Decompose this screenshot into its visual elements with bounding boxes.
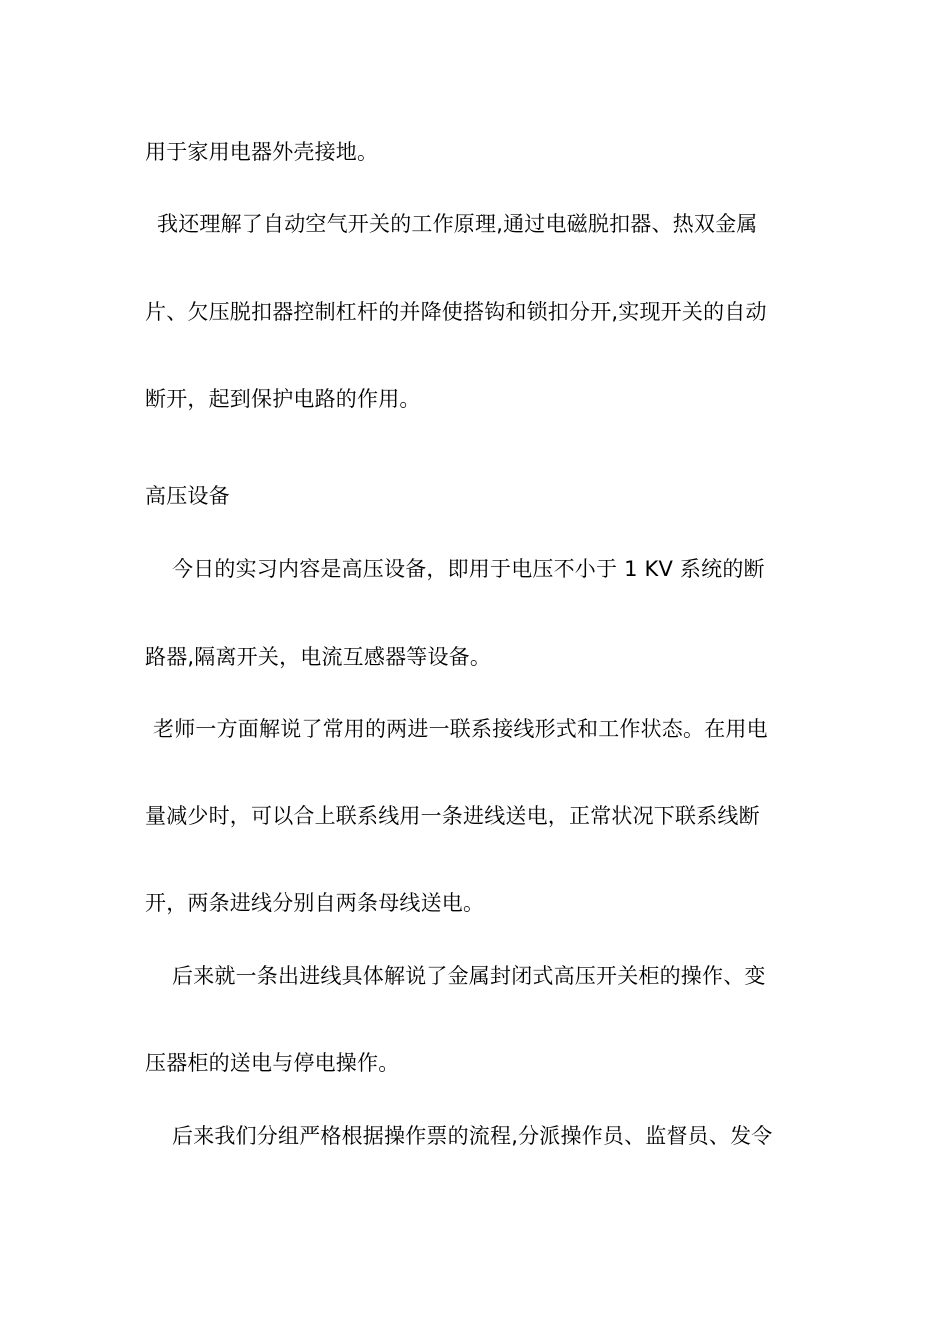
paragraph-line-1: 用于家用电器外壳接地。 [145, 140, 379, 164]
paragraph-line-2: 我还理解了自动空气开关的工作原理,通过电磁脱扣器、热双金属 [157, 212, 758, 236]
paragraph-line-4: 断开，起到保护电路的作用。 [145, 387, 421, 411]
paragraph-line-6: 今日的实习内容是高压设备，即用于电压不小于 1 KV 系统的断 [172, 557, 765, 581]
paragraph-line-9: 量减少时，可以合上联系线用一条进线送电，正常状况下联系线断 [145, 804, 760, 828]
section-heading: 高压设备 [145, 484, 230, 508]
paragraph-line-8: 老师一方面解说了常用的两进一联系接线形式和工作状态。在用电 [153, 717, 768, 741]
paragraph-line-7: 路器,隔离开关，电流互感器等设备。 [145, 645, 492, 669]
paragraph-line-13: 后来我们分组严格根据操作票的流程,分派操作员、监督员、发令 [172, 1124, 773, 1148]
paragraph-line-12: 压器柜的送电与停电操作。 [145, 1051, 400, 1075]
paragraph-line-10: 开，两条进线分别自两条母线送电。 [145, 891, 485, 915]
paragraph-line-11: 后来就一条出进线具体解说了金属封闭式高压开关柜的操作、变 [172, 964, 766, 988]
paragraph-line-3: 片、欠压脱扣器控制杠杆的并降使搭钩和锁扣分开,实现开关的自动 [145, 300, 767, 324]
